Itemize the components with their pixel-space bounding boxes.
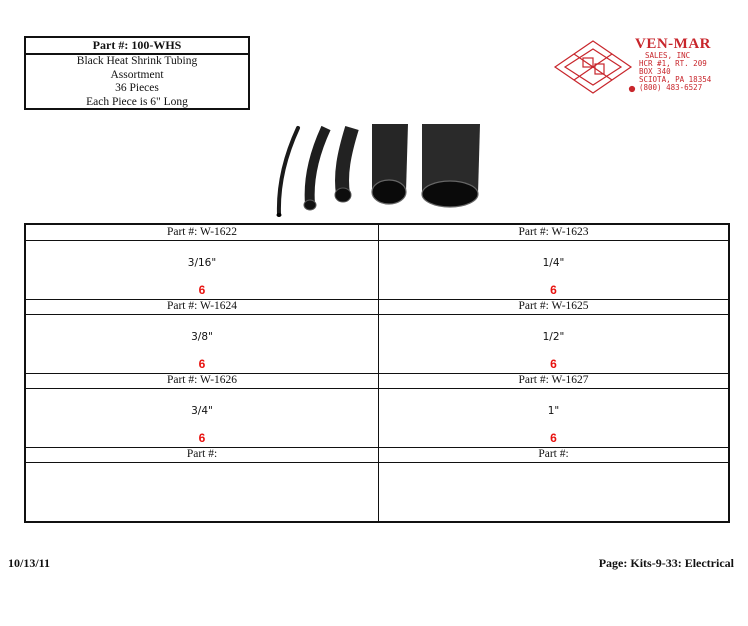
logo-line: HCR #1, RT. 209 bbox=[639, 59, 707, 68]
table-row bbox=[26, 447, 728, 521]
part-cell bbox=[26, 447, 379, 521]
tube-size: 3/8" bbox=[191, 331, 213, 343]
quantity: 6 bbox=[198, 357, 206, 371]
quantity: 6 bbox=[198, 283, 206, 297]
logo-diamond-icon bbox=[553, 38, 639, 96]
description-line: Black Heat Shrink Tubing bbox=[76, 55, 198, 67]
logo-line: SALES, INC bbox=[645, 51, 691, 60]
part-number: Part #: W-1626 bbox=[26, 373, 378, 389]
part-number: Part #: W-1627 bbox=[379, 373, 728, 389]
logo-line: SCIOTA, PA 18354 bbox=[639, 75, 712, 84]
logo-name: VEN-MAR bbox=[635, 36, 711, 52]
part-number: Part #: bbox=[379, 447, 728, 463]
part-cell bbox=[379, 373, 728, 447]
description-line: Each Piece is 6" Long bbox=[86, 95, 188, 108]
quantity: 6 bbox=[198, 431, 206, 445]
logo-line: BOX 340 bbox=[639, 67, 671, 76]
main-part-number: Part #: 100-WHS bbox=[26, 38, 248, 55]
parts-table bbox=[24, 223, 730, 523]
tube-size: 1" bbox=[547, 405, 560, 417]
part-number: Part #: W-1624 bbox=[26, 299, 378, 315]
part-number: Part #: bbox=[26, 447, 378, 463]
quantity: 6 bbox=[550, 357, 557, 371]
tube-size: 3/16" bbox=[187, 257, 217, 269]
part-number: Part #: W-1625 bbox=[379, 299, 728, 315]
footer-date: 10/13/11 bbox=[8, 556, 51, 570]
part-cell bbox=[379, 225, 728, 299]
table-row bbox=[26, 225, 728, 300]
part-number: Part #: W-1623 bbox=[379, 225, 728, 241]
description-line: Assortment bbox=[110, 68, 164, 81]
quantity: 6 bbox=[550, 283, 557, 297]
tube-size: 3/4" bbox=[191, 405, 213, 417]
part-cell bbox=[379, 299, 728, 373]
description-line: 36 Pieces bbox=[115, 82, 159, 94]
part-cell bbox=[26, 299, 379, 373]
footer-page-label: Page: Kits-9-33: Electrical bbox=[598, 556, 734, 570]
part-cell bbox=[379, 447, 728, 521]
ven-mar-logo bbox=[553, 38, 731, 96]
tubing-product-photo bbox=[268, 124, 490, 224]
part-number: Part #: W-1622 bbox=[26, 225, 378, 241]
part-cell bbox=[26, 373, 379, 447]
table-row bbox=[26, 373, 728, 448]
tube-size: 1/2" bbox=[542, 331, 565, 343]
part-header-box bbox=[24, 36, 250, 110]
part-cell bbox=[26, 225, 379, 299]
logo-line: (800) 483-6527 bbox=[639, 83, 703, 92]
table-row bbox=[26, 299, 728, 374]
quantity: 6 bbox=[550, 431, 557, 445]
tube-size: 1/4" bbox=[542, 257, 565, 269]
